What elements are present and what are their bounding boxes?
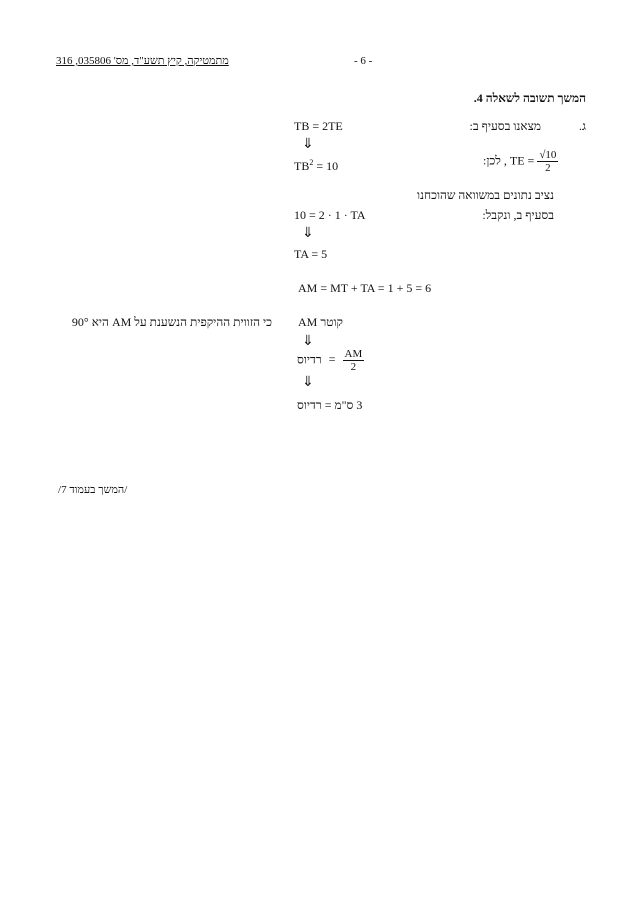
te-equation xyxy=(483,149,558,174)
radius-fraction-denominator: 2 xyxy=(350,361,357,373)
te-comma: , xyxy=(503,153,510,168)
te-fraction xyxy=(537,149,558,174)
down-arrow-icon: ⇓ xyxy=(302,226,314,241)
section-title: המשך תשובה לשאלה 4. xyxy=(473,91,586,105)
te-therefore-label: לכן: xyxy=(483,153,501,168)
substitute-line-1: נציב נתונים במשוואה שהוכחנו xyxy=(417,188,554,202)
tb2-rest: = 10 xyxy=(313,159,339,173)
tb2-exponent: 2 xyxy=(309,158,314,167)
down-arrow-icon: ⇓ xyxy=(302,375,314,390)
te-lhs: TE = xyxy=(509,153,535,168)
te-fraction-numerator: √10 xyxy=(539,149,557,161)
continued-note: /המשך בעמוד 7/ xyxy=(58,484,128,496)
radius-fraction-equation xyxy=(297,348,364,373)
radius-word: רדיוס xyxy=(297,352,322,367)
ta-equation-1: 10 = 2 · 1 · TA xyxy=(294,208,366,222)
ta-equation-2: TA = 5 xyxy=(294,247,328,261)
tb-equation: TB = 2TE xyxy=(294,119,343,133)
radius-equals: = xyxy=(328,352,336,367)
inscribed-angle-reason: כי הזווית ההיקפית הנשענת על AM היא 90° xyxy=(71,315,272,329)
diameter-statement: AM קוטר xyxy=(298,315,343,329)
header-subject-label: מתמטיקה, קיץ תשע"ד, מס' 035806, 316 xyxy=(56,55,229,67)
down-arrow-icon: ⇓ xyxy=(302,137,314,152)
radius-final: 3 ס"מ = רדיוס xyxy=(297,398,363,412)
radius-fraction-numerator: AM xyxy=(344,348,363,360)
down-arrow-icon: ⇓ xyxy=(302,334,314,349)
te-fraction-denominator: 2 xyxy=(545,162,551,174)
found-label: מצאנו בסעיף ב: xyxy=(469,119,541,133)
page-number: - 6 - xyxy=(354,55,373,67)
item-label: ג. xyxy=(579,119,586,133)
am-equation: AM = MT + TA = 1 + 5 = 6 xyxy=(298,281,432,295)
substitute-line-2: בסעיף ב, ונקבל: xyxy=(482,208,554,222)
radius-fraction xyxy=(343,348,365,373)
tb2-base: TB xyxy=(294,159,310,173)
tb-squared-equation xyxy=(294,158,338,174)
